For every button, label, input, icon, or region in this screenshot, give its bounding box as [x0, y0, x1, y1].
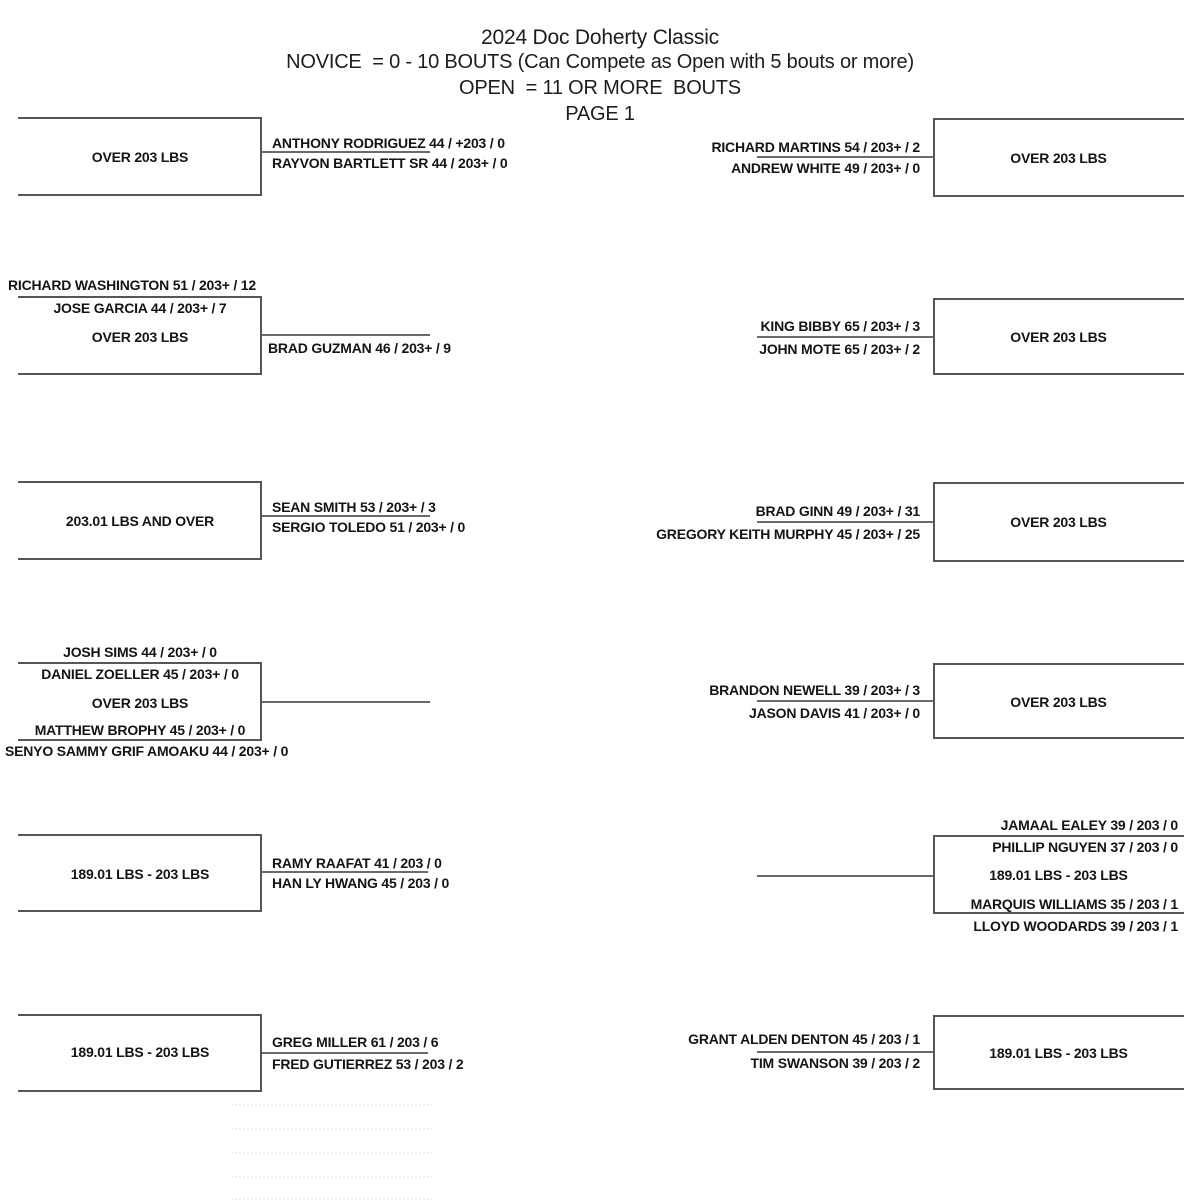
weight-class-label: 189.01 LBS - 203 LBS: [70, 1044, 210, 1060]
fighter-name: MATTHEW BROPHY 45 / 203+ / 0: [34, 722, 246, 738]
fighter-name: TIM SWANSON 39 / 203 / 2: [750, 1055, 920, 1071]
fighter-name: ANTHONY RODRIGUEZ 44 / +203 / 0: [272, 135, 505, 151]
bout-line: [757, 336, 933, 338]
bout-line: [262, 515, 430, 517]
fighter-name: GRANT ALDEN DENTON 45 / 203 / 1: [688, 1031, 920, 1047]
bout-line: [262, 151, 430, 153]
bout-line: [757, 521, 933, 523]
weight-class-label: OVER 203 LBS: [91, 695, 189, 711]
weight-class-label: 189.01 LBS - 203 LBS: [989, 867, 1128, 883]
fighter-name: SENYO SAMMY GRIF AMOAKU 44 / 203+ / 0: [5, 743, 289, 759]
page-number: PAGE 1: [565, 103, 635, 125]
fighter-name: BRAD GINN 49 / 203+ / 31: [755, 503, 920, 519]
fighter-name: GREGORY KEITH MURPHY 45 / 203+ / 25: [656, 526, 920, 542]
fighter-name: LLOYD WOODARDS 39 / 203 / 1: [973, 918, 1178, 934]
bout-line: [262, 871, 428, 873]
fighter-name: KING BIBBY 65 / 203+ / 3: [760, 318, 920, 334]
weight-class-label: 189.01 LBS - 203 LBS: [70, 866, 210, 882]
bout-line: [757, 1051, 933, 1053]
weight-class-label: OVER 203 LBS: [1010, 694, 1107, 710]
novice-rule-text: NOVICE = 0 - 10 BOUTS (Can Compete as Open with 5 bouts or more): [286, 51, 914, 73]
fighter-name: JOHN MOTE 65 / 203+ / 2: [759, 341, 920, 357]
weight-class-label: OVER 203 LBS: [1010, 514, 1107, 530]
fighter-name: JASON DAVIS 41 / 203+ / 0: [749, 705, 920, 721]
winner-line: [262, 334, 430, 336]
advancing-fighter-name: BRAD GUZMAN 46 / 203+ / 9: [268, 340, 451, 356]
fighter-name: ANDREW WHITE 49 / 203+ / 0: [731, 160, 920, 176]
fighter-name: DANIEL ZOELLER 45 / 203+ / 0: [41, 666, 239, 682]
bout-line: [757, 700, 933, 702]
fighter-name: RICHARD MARTINS 54 / 203+ / 2: [711, 139, 920, 155]
weight-class-label: OVER 203 LBS: [1010, 150, 1107, 166]
fighter-name: JOSH SIMS 44 / 203+ / 0: [63, 644, 217, 660]
winner-line: [262, 701, 430, 703]
fighter-name: FRED GUTIERREZ 53 / 203 / 2: [272, 1056, 464, 1072]
fighter-name: RICHARD WASHINGTON 51 / 203+ / 12: [8, 277, 256, 293]
fighter-name: MARQUIS WILLIAMS 35 / 203 / 1: [970, 896, 1178, 912]
weight-class-label: 203.01 LBS AND OVER: [65, 513, 215, 529]
fighter-name: SERGIO TOLEDO 51 / 203+ / 0: [272, 519, 466, 535]
fighter-name: RAMY RAAFAT 41 / 203 / 0: [272, 855, 442, 871]
weight-class-label: OVER 203 LBS: [91, 329, 189, 345]
fighter-name: JOSE GARCIA 44 / 203+ / 7: [53, 300, 227, 316]
page-title: 2024 Doc Doherty Classic: [481, 26, 719, 49]
bout-line: [757, 156, 933, 158]
fighter-name: GREG MILLER 61 / 203 / 6: [272, 1034, 439, 1050]
weight-class-label: OVER 203 LBS: [1010, 329, 1107, 345]
weight-class-label: 189.01 LBS - 203 LBS: [989, 1045, 1128, 1061]
fighter-name: SEAN SMITH 53 / 203+ / 3: [272, 499, 436, 515]
fighter-name: PHILLIP NGUYEN 37 / 203 / 0: [992, 839, 1178, 855]
fighter-name: BRANDON NEWELL 39 / 203+ / 3: [709, 682, 920, 698]
fighter-name: HAN LY HWANG 45 / 203 / 0: [272, 875, 450, 891]
bout-line: [262, 1052, 428, 1054]
weight-class-label: OVER 203 LBS: [91, 149, 189, 165]
open-rule-text: OPEN = 11 OR MORE BOUTS: [459, 77, 741, 99]
winner-line: [757, 875, 933, 877]
fighter-name: RAYVON BARTLETT SR 44 / 203+ / 0: [272, 155, 508, 171]
fighter-name: JAMAAL EALEY 39 / 203 / 0: [1000, 817, 1178, 833]
